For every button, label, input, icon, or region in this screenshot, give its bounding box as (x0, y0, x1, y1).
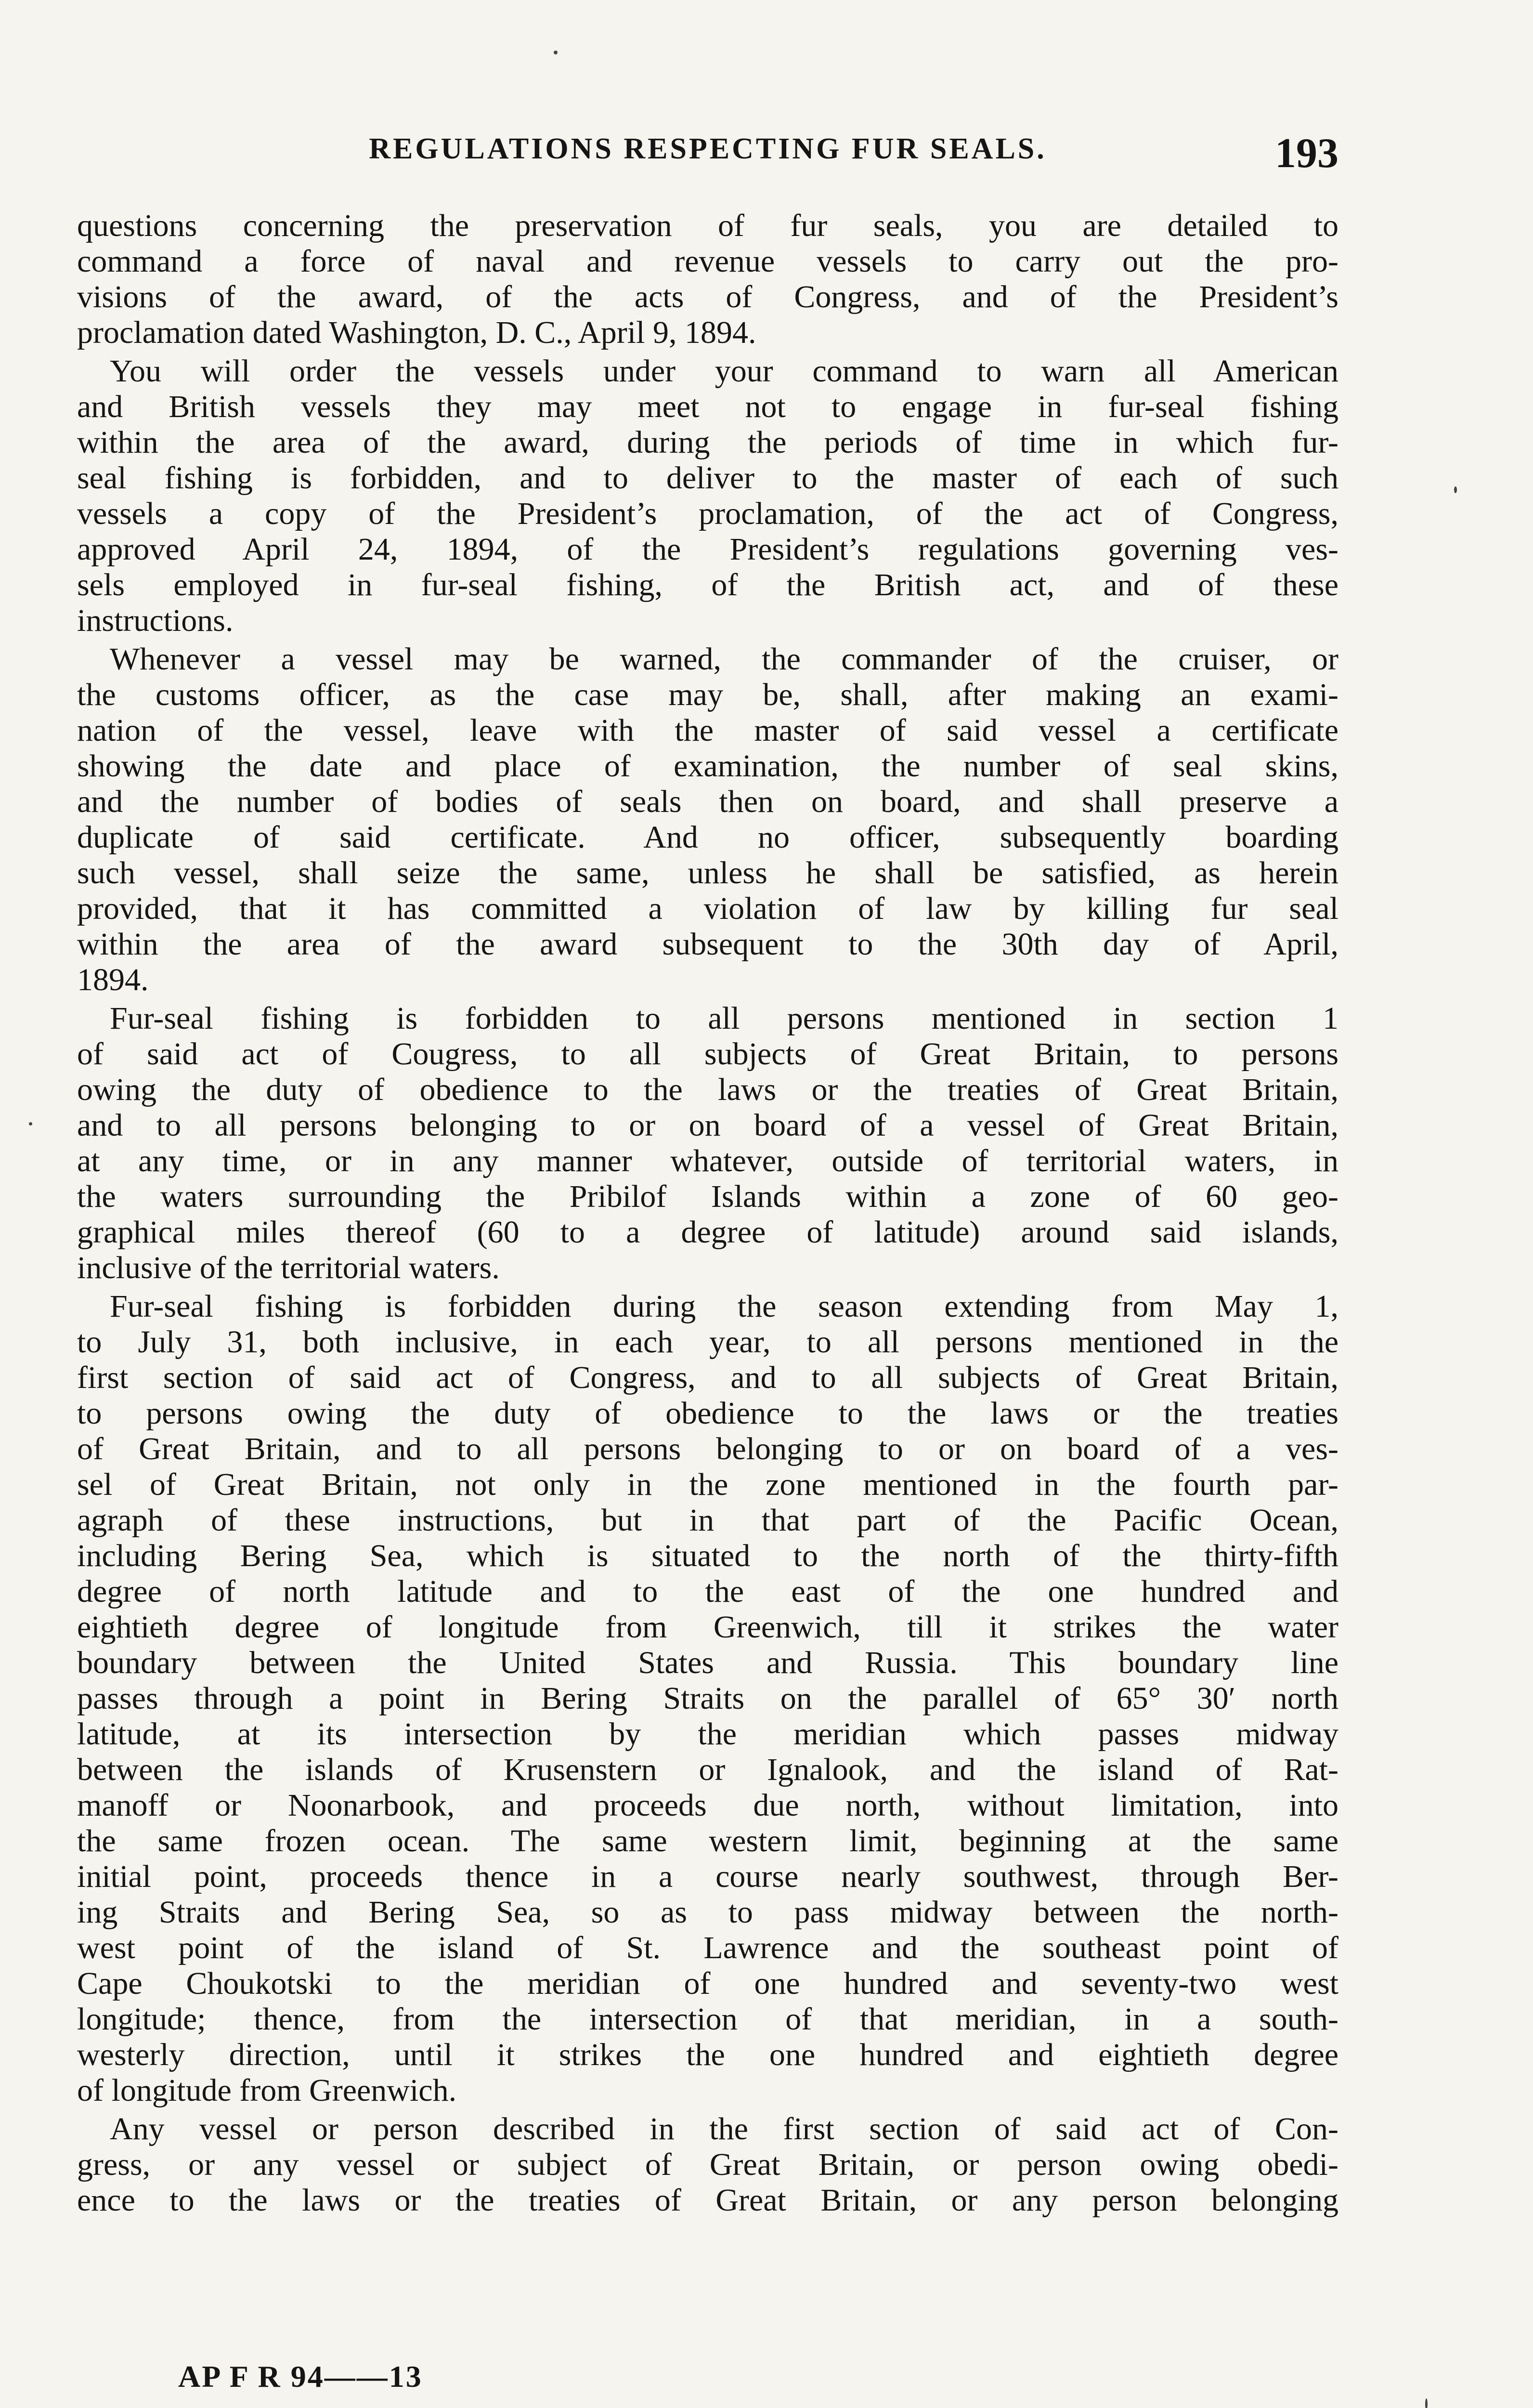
scan-speck (1425, 2398, 1428, 2408)
text-line: ing Straits and Bering Sea, so as to pass midway between the north- (77, 1895, 1338, 1930)
text-line: Fur-seal fishing is forbidden during the season extending from May 1, (110, 1289, 1338, 1324)
signature-mark: AP F R 94——13 (178, 2359, 423, 2394)
text-line: manoff or Noonarbook, and proceeds due north, without limitation, into (77, 1788, 1338, 1823)
text-line: provided, that it has committed a violation of law by killing fur seal (77, 891, 1338, 926)
text-line: inclusive of the territorial waters. (77, 1250, 500, 1285)
text-line: initial point, proceeds thence in a course nearly southwest, through Ber- (77, 1859, 1338, 1894)
text-line: and the number of bodies of seals then on board, and shall preserve a (77, 784, 1338, 819)
text-line: west point of the island of St. Lawrence and the southeast point of (77, 1930, 1338, 1965)
paragraph-1 (77, 208, 1338, 351)
text-line: owing the duty of obedience to the laws or the treaties of Great Britain, (77, 1072, 1338, 1107)
text-line: boundary between the United States and Russia. This boundary line (77, 1645, 1338, 1680)
scan-speck (1454, 486, 1457, 493)
scan-speck (554, 51, 558, 54)
text-line: latitude, at its intersection by the meridian which passes midway (77, 1716, 1338, 1752)
scan-speck (29, 1122, 32, 1125)
text-line: ence to the laws or the treaties of Great Britain, or any person belonging (77, 2183, 1338, 2218)
text-line: degree of north latitude and to the east of the one hundred and (77, 1574, 1338, 1609)
page-number: 193 (1275, 130, 1338, 177)
text-line: the waters surrounding the Pribilof Islands within a zone of 60 geo- (77, 1179, 1338, 1214)
text-line: such vessel, shall seize the same, unless he shall be satisfied, as herein (77, 855, 1338, 890)
text-line: of Great Britain, and to all persons belonging to or on board of a ves- (77, 1431, 1338, 1466)
text-line: proclamation dated Washington, D. C., April 9, 1894. (77, 315, 756, 350)
text-line: within the area of the award, during the periods of time in which fur- (77, 425, 1338, 460)
text-line: command a force of naval and revenue vessels to carry out the pro- (77, 244, 1338, 279)
text-line: gress, or any vessel or subject of Great Britain, or person owing obedi- (77, 2147, 1338, 2182)
text-line: showing the date and place of examination, the number of seal skins, (77, 748, 1338, 784)
text-line: within the area of the award subsequent to the 30th day of April, (77, 927, 1338, 962)
text-line: of said act of Cougress, to all subjects of Great Britain, to persons (77, 1036, 1338, 1072)
paragraph-4 (77, 1001, 1338, 1286)
text-line: and British vessels they may meet not to engage in fur-seal fishing (77, 389, 1338, 424)
paragraph-6 (77, 2111, 1338, 2218)
text-line: You will order the vessels under your command to warn all American (110, 353, 1338, 389)
text-line: westerly direction, until it strikes the one hundred and eightieth degree (77, 2037, 1338, 2072)
running-title: REGULATIONS RESPECTING FUR SEALS. (369, 132, 1047, 165)
text-line: longitude; thence, from the intersection of that meridian, in a south- (77, 2002, 1338, 2037)
running-head (77, 129, 1338, 182)
text-line: to persons owing the duty of obedience to the laws or the treaties (77, 1396, 1338, 1431)
text-line: duplicate of said certificate. And no officer, subsequently boarding (77, 820, 1338, 855)
text-line: first section of said act of Congress, and to all subjects of Great Britain, (77, 1360, 1338, 1395)
text-line: including Bering Sea, which is situated to the north of the thirty-fifth (77, 1538, 1338, 1573)
text-line: Any vessel or person described in the first section of said act of Con- (110, 2111, 1338, 2146)
body-text (77, 208, 1338, 2221)
text-line: 1894. (77, 962, 149, 997)
text-line: Cape Choukotski to the meridian of one hundred and seventy-two west (77, 1966, 1338, 2001)
paragraph-5 (77, 1289, 1338, 2108)
text-line: to July 31, both inclusive, in each year, to all persons mentioned in the (77, 1324, 1338, 1360)
paragraph-3 (77, 641, 1338, 998)
text-line: sel of Great Britain, not only in the zone mentioned in the fourth par- (77, 1467, 1338, 1502)
paragraph-2 (77, 353, 1338, 639)
text-line: approved April 24, 1894, of the President’s regulations governing ves- (77, 532, 1338, 567)
text-line: Whenever a vessel may be warned, the commander of the cruiser, or (110, 641, 1338, 677)
text-line: instructions. (77, 603, 234, 638)
text-line: Fur-seal fishing is forbidden to all persons mentioned in section 1 (110, 1001, 1338, 1036)
text-line: visions of the award, of the acts of Congress, and of the President’s (77, 279, 1338, 314)
text-line: graphical miles thereof (60 to a degree of latitude) around said islands, (77, 1215, 1338, 1250)
text-line: of longitude from Greenwich. (77, 2073, 457, 2108)
text-line: questions concerning the preservation of fur seals, you are detailed to (77, 208, 1338, 243)
text-line: between the islands of Krusenstern or Ignalook, and the island of Rat- (77, 1752, 1338, 1787)
text-line: eightieth degree of longitude from Greenwich, till it strikes the water (77, 1610, 1338, 1645)
text-line: the same frozen ocean. The same western limit, beginning at the same (77, 1823, 1338, 1858)
text-line: and to all persons belonging to or on board of a vessel of Great Britain, (77, 1108, 1338, 1143)
text-line: the customs officer, as the case may be, shall, after making an exami- (77, 677, 1338, 712)
text-line: seal fishing is forbidden, and to deliver to the master of each of such (77, 460, 1338, 496)
text-line: agraph of these instructions, but in that part of the Pacific Ocean, (77, 1503, 1338, 1538)
text-line: nation of the vessel, leave with the master of said vessel a certificate (77, 713, 1338, 748)
text-line: sels employed in fur-seal fishing, of the British act, and of these (77, 567, 1338, 602)
text-line: vessels a copy of the President’s proclamation, of the act of Congress, (77, 496, 1338, 531)
text-line: at any time, or in any manner whatever, outside of territorial waters, in (77, 1143, 1338, 1178)
text-line: passes through a point in Bering Straits on the parallel of 65° 30′ north (77, 1681, 1338, 1716)
